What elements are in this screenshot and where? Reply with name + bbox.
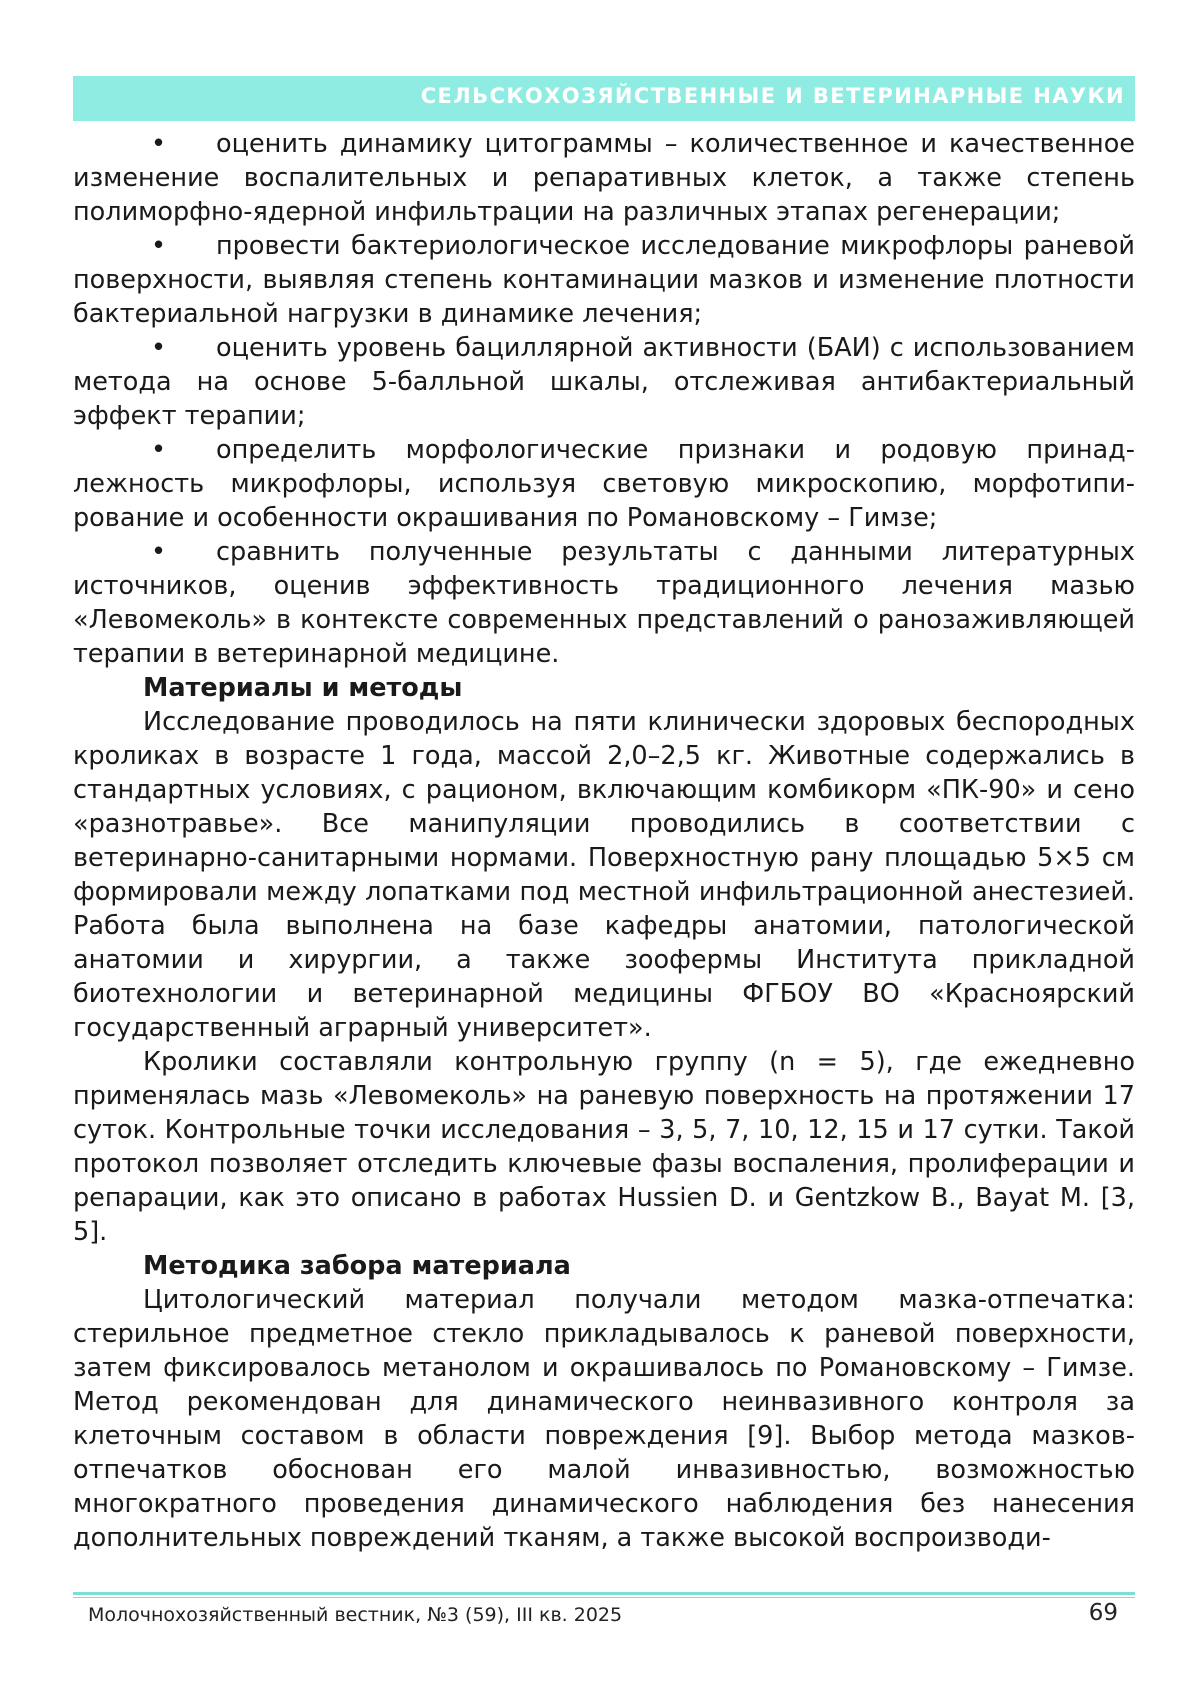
bullet-text: оценить динамику цитограммы – количественное и каче­ственное изменение воспалительных и репаративных клеток, а также степень полиморфно-ядерной инфильтрации на различных этапах ре­генерации;	[73, 129, 1135, 227]
section-heading-sampling-method: Методика забора материала	[73, 1249, 1135, 1283]
bullet-text: определить морфологические признаки и родовую принад­лежность микрофлоры, используя световую микроскопию, морфотипи­рование и особенности окрашивания по Романовскому – Гимзе;	[73, 435, 1135, 533]
section-heading-materials-methods: Материалы и методы	[73, 671, 1135, 705]
bullet-text: сравнить полученные результаты с данными литературных источников, оценив эффективность традиционного лечения мазью «Левомеколь» в контексте современных представлений о ранозажив­ляющей терапии в ветеринарной медицине.	[73, 537, 1135, 669]
section-header-band	[73, 76, 1135, 121]
paragraph: Кролики составляли контрольную группу (n = 5), где ежедневно применялась мазь «Левомеколь» на раневую поверхность на протяже­нии 17 суток. Контрольные точки исследования – 3, 5, 7, 10, 12, 15 и 17 сутки. Такой протокол позволяет отследить ключевые фазы воспа­ления, пролиферации и репарации, как это описано в работах Hussien D. и Gentzkow B., Bayat M. [3, 5].	[73, 1045, 1135, 1249]
bullet-dot: •	[151, 229, 166, 263]
bullet-item	[73, 229, 1135, 331]
page	[0, 0, 1200, 1697]
bullet-item	[73, 127, 1135, 229]
bullet-dot: •	[151, 535, 166, 569]
bullet-dot: •	[151, 433, 166, 467]
footer-divider	[73, 1592, 1135, 1595]
footer-journal-name: Молочнохозяйственный вестник, №3 (59), III кв. 2025	[88, 1604, 622, 1626]
bullet-dot: •	[151, 331, 166, 365]
bullet-text: оценить уровень бациллярной активности (БАИ) с использо­ванием метода на основе 5-балльной шкалы, отслеживая антибактери­альный эффект терапии;	[73, 333, 1135, 431]
bullet-dot: •	[151, 127, 166, 161]
bullet-item	[73, 331, 1135, 433]
bullet-item	[73, 535, 1135, 671]
footer-divider-thin	[73, 1597, 1135, 1598]
bullet-item	[73, 433, 1135, 535]
article-body	[73, 127, 1135, 1555]
section-title: СЕЛЬСКОХОЗЯЙСТВЕННЫЕ И ВЕТЕРИНАРНЫЕ НАУКИ	[421, 84, 1125, 108]
page-number: 69	[1089, 1600, 1118, 1626]
paragraph: Цитологический материал получали методом мазка-отпечатка: стерильное предметное стекло прикладывалось к раневой поверхно­сти, затем фиксировалось метанолом и окрашивалось по Романовскому – Гимзе. Метод рекомендован для динамического неинвазивного кон­троля за клеточным составом в области повреждения [9]. Выбор метода мазков-отпечатков обоснован его малой инвазивностью, возможностью многократного проведения динамического наблюдения без нанесения дополнительных повреждений тканям, а также высокой воспроизводи-	[73, 1283, 1135, 1555]
paragraph: Исследование проводилось на пяти клинически здоровых беспо­родных кроликах в возрасте 1 года, массой 2,0–2,5 кг. Животные со­держались в стандартных условиях, с рационом, включающим комби­корм «ПК-90» и сено «разнотравье». Все манипуляции проводились в соответствии с ветеринарно-санитарными нормами. Поверхностную рану площадью 5×5 см формировали между лопатками под местной ин­фильтрационной анестезией. Работа была выполнена на базе кафедры анатомии, патологической анатомии и хирургии, а также зоофермы Ин­ститута прикладной биотехнологии и ветеринарной медицины ФГБОУ ВО «Красноярский государственный аграрный университет».	[73, 705, 1135, 1045]
bullet-text: провести бактериологическое исследование микрофлоры ра­невой поверхности, выявляя степень контаминации мазков и измене­ние плотности бактериальной нагрузки в динамике лечения;	[73, 231, 1135, 329]
